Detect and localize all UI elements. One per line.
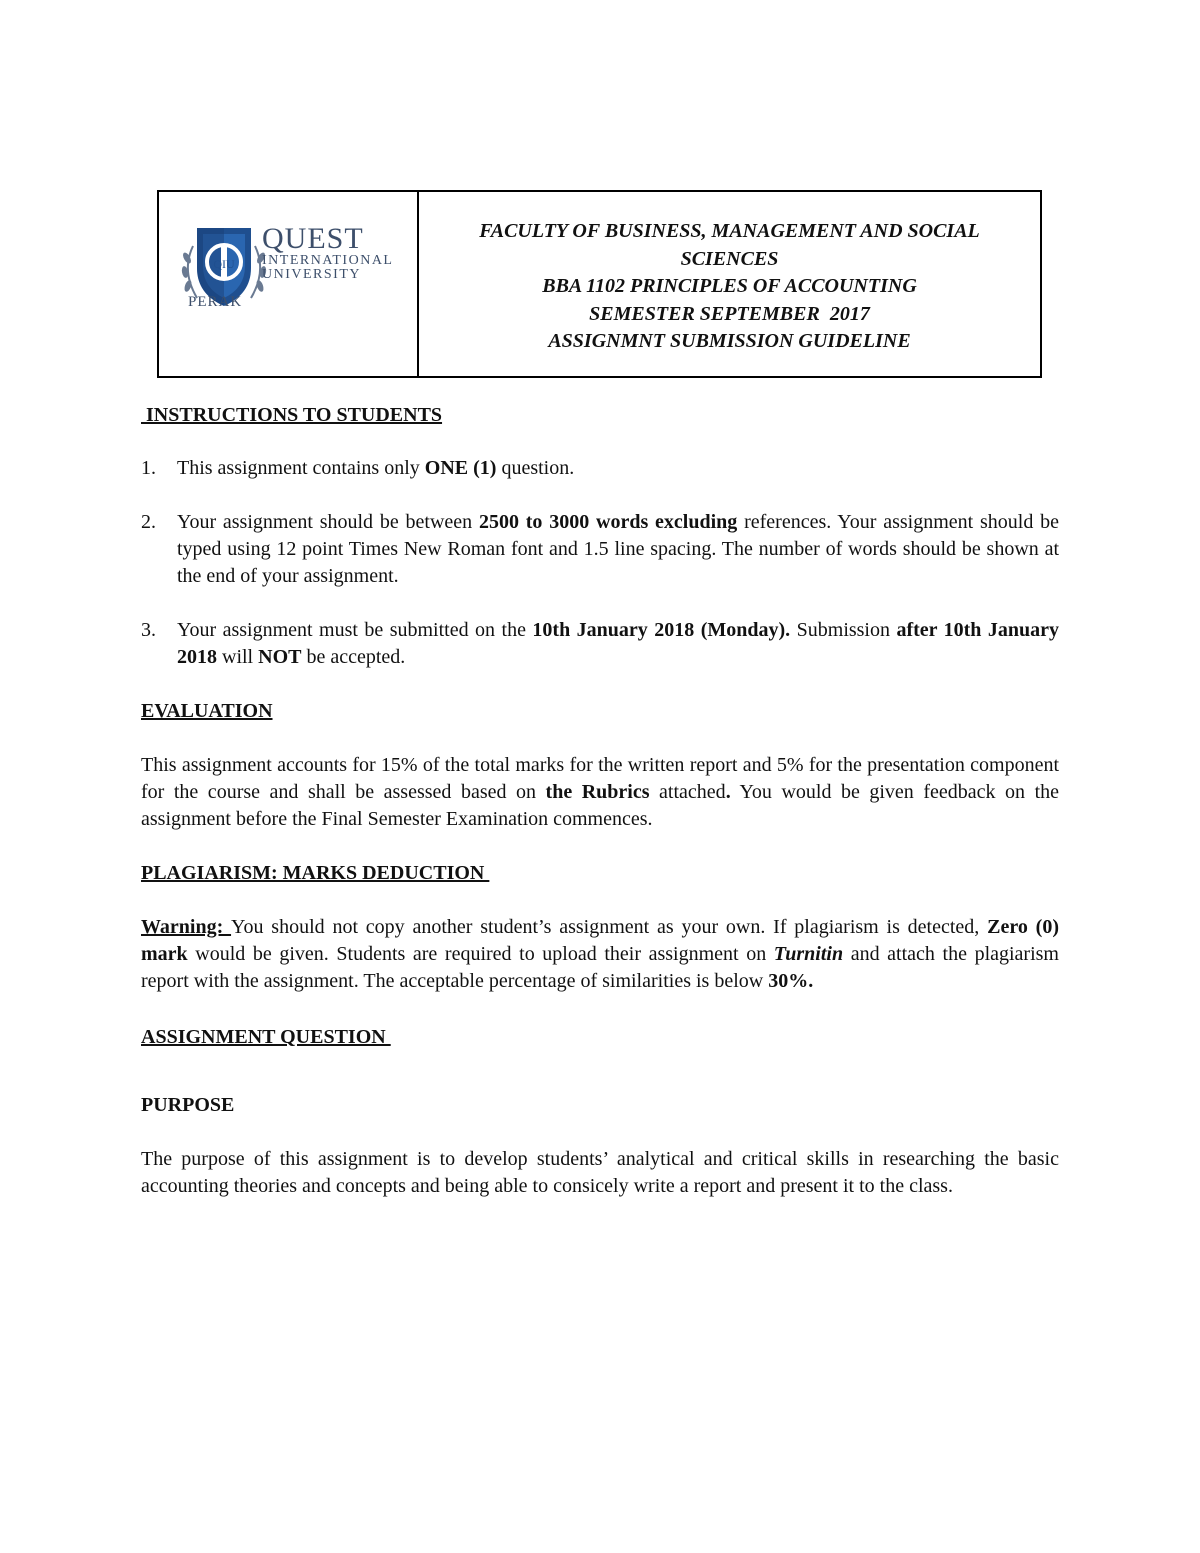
evaluation-paragraph [141,752,1059,833]
title-line-4: SEMESTER SEPTEMBER 2017 [589,302,870,325]
para-text: This assignment accounts for 15% of the total marks for the written report and 5% for the presentation component for the course and shall be assessed based on [141,754,1059,803]
item-bold: 2500 to 3000 words excluding [478,511,738,533]
title-line-5: ASSIGNMNT SUBMISSION GUIDELINE [548,330,911,352]
item-bold: after 10th January 2018 [177,619,1060,668]
para-text: would be given. Students are required to upload their assignment on [187,943,774,965]
para-text: and attach the plagiarism report with the assignment. The acceptable percentage of similarities is below [141,943,1059,992]
title-line-1: FACULTY OF BUSINESS, MANAGEMENT AND SOCIAL [479,220,980,242]
para-bold: . [725,781,731,803]
item-text: question. [496,457,575,479]
title-cell [419,192,1040,376]
item-bold: NOT [258,646,302,668]
logo-cell [159,192,419,376]
logo-campus: PERAK [188,294,243,310]
para-bold: 30%. [768,970,814,992]
plagiarism-heading: PLAGIARISM: MARKS DEDUCTION [141,862,490,884]
item-text: Your assignment should be between [177,511,479,533]
instructions-heading: INSTRUCTIONS TO STUDENTS [141,404,443,426]
header-table [157,190,1042,378]
logo-wordmark [262,224,393,282]
para-bold: the Rubrics [545,781,650,803]
instruction-item-1 [141,455,1059,482]
para-bold: Zero (0) mark [141,916,1059,965]
item-text: be accepted. [301,646,406,668]
instruction-item-2 [141,509,1059,590]
instruction-item-3 [141,617,1059,671]
para-text: You should not copy another student’s assignment as your own. If plagiarism is detected, [231,916,988,938]
document-body [141,402,1059,1200]
item-bold: 10th January 2018 (Monday). [532,619,791,641]
item-text: references. Your assignment should be typed using 12 point Times New Roman font and 1.5 line spacing. The number of words should be shown at the end of your assignment. [177,511,1059,587]
purpose-heading: PURPOSE [141,1094,235,1116]
item-text: will [217,646,259,668]
item-number: 3. [141,619,156,641]
logo-sub1: INTERNATIONAL [262,253,394,268]
item-text: This assignment contains only [177,457,425,479]
turnitin-label: Turnitin [773,943,844,965]
item-number: 1. [141,457,156,479]
warning-label: Warning: [141,916,232,938]
assignment-question-heading: ASSIGNMENT QUESTION [141,1026,391,1048]
purpose-paragraph: The purpose of this assignment is to develop students’ analytical and critical skills in researching the basic accounting theories and concepts and being able to consicely write a report and present it to the class. [141,1148,1059,1197]
logo-name: QUEST [262,222,364,255]
para-text: You would be given feedback on the assignment before the Final Semester Examination commences. [141,781,1059,830]
para-text: attached [649,781,726,803]
title-line-3: BBA 1102 PRINCIPLES OF ACCOUNTING [542,275,917,297]
evaluation-heading: EVALUATION [141,700,273,722]
item-number: 2. [141,511,156,533]
item-text: Submission [790,619,897,641]
item-bold: ONE (1) [424,457,497,479]
plagiarism-paragraph [141,914,1059,995]
emblem-letters: QIU [213,257,235,271]
title-line-2: SCIENCES [680,247,779,270]
item-text: Your assignment must be submitted on the [177,619,533,641]
logo-sub2: UNIVERSITY [262,267,361,282]
